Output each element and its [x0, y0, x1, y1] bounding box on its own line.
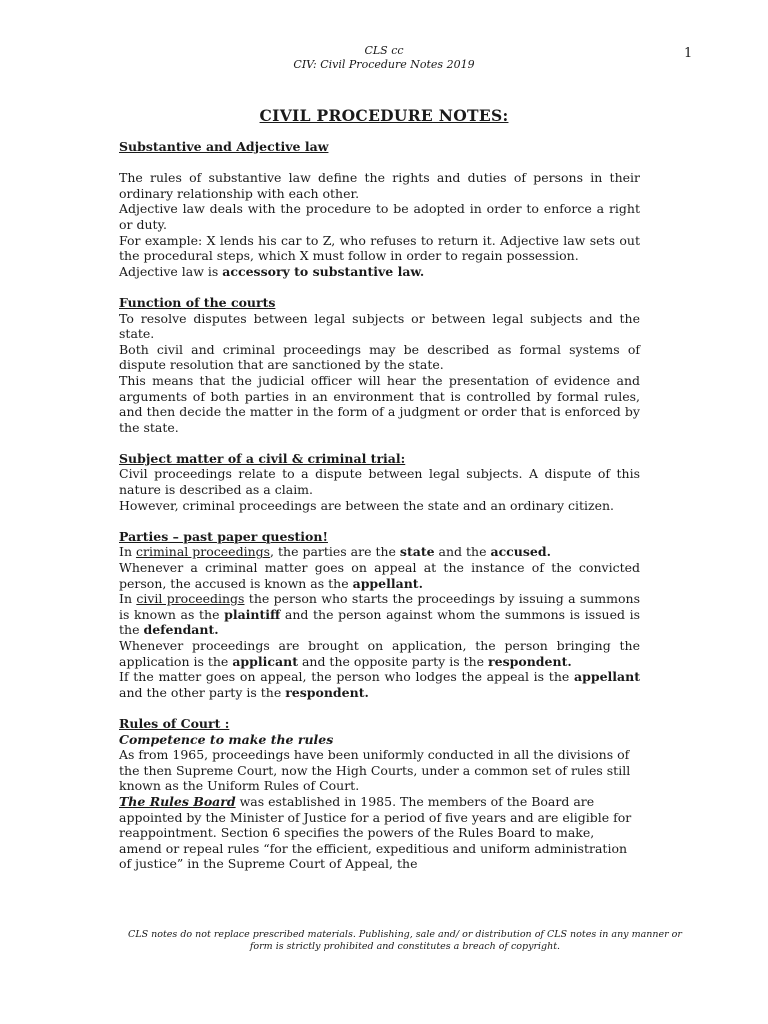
footer-line: form is strictly prohibited and constitutes a breach of copyright. [249, 941, 561, 952]
copyright-footer [110, 929, 700, 953]
section-heading-subject-matter: Subject matter of a civil & criminal trial: [119, 450, 406, 466]
paragraph [119, 669, 640, 700]
bold-term: appellant [574, 669, 640, 685]
subsection-heading: Competence to make the rules [119, 731, 334, 747]
bold-italic-term: The Rules Board [119, 793, 236, 809]
text-run: , the parties are the [270, 544, 400, 560]
running-header [0, 44, 768, 72]
section-heading-rules-of-court: Rules of Court : [119, 715, 230, 731]
bold-term: respondent. [488, 653, 572, 669]
section-heading-substantive-adjective: Substantive and Adjective law [119, 139, 329, 154]
paragraph [119, 560, 640, 591]
paragraph [119, 638, 640, 669]
text-run: In [119, 544, 136, 560]
section-heading-parties: Parties – past paper question! [119, 528, 328, 544]
text-run: and the opposite party is the [297, 653, 489, 669]
paragraph [119, 264, 640, 280]
page-number: 1 [684, 46, 693, 61]
page-title: CIVIL PROCEDURE NOTES: [259, 106, 509, 125]
paragraph: However, criminal proceedings are between the state and an ordinary citizen. [119, 497, 615, 513]
document-body [119, 139, 640, 872]
paragraph [119, 544, 640, 560]
text-run: If the matter goes on appeal, the person who lodges the appeal is the [119, 669, 574, 685]
underlined-term: civil proceedings [136, 591, 245, 607]
text-run: In [119, 591, 137, 607]
paragraph: This means that the judicial officer will hear the presentation of evidence and arguments of both parties in an environment that is controlled by formal rules, and then decide the matter in the form of a judgment or order that is enforced by the state. [119, 372, 640, 435]
header-company: CLS cc [364, 44, 404, 57]
text-run: and the [434, 544, 491, 560]
footer-line: CLS notes do not replace prescribed materials. Publishing, sale and/ or distribution of CLS notes in any manner or [128, 929, 682, 940]
text-run: the person who starts the proceedings by issuing a summons is known as the [119, 591, 641, 622]
bold-term: applicant [232, 653, 298, 669]
paragraph: To resolve disputes between legal subjects or between legal subjects and the state. [119, 310, 640, 342]
paragraph: Both civil and criminal proceedings may be described as formal systems of dispute resolution that are sanctioned by the state. [119, 341, 640, 373]
bold-term: accessory to substantive law. [222, 263, 425, 279]
paragraph: Civil proceedings relate to a dispute between legal subjects. A dispute of this nature is described as a claim. [119, 466, 640, 498]
bold-term: defendant. [143, 622, 219, 638]
paragraph [119, 794, 640, 872]
bold-term: appellant. [352, 575, 423, 591]
paragraph: Adjective law deals with the procedure to be adopted in order to enforce a right or duty. [119, 201, 640, 232]
text-run: Whenever proceedings are brought on application, the person bringing the application is the [119, 638, 640, 669]
underlined-term: criminal proceedings [135, 544, 271, 560]
text-run: was established in 1985. The members of the Board are appointed by the Minister of Justice for a period of five years and are eligible for reappointment. Section 6 specifies the powers of the Rules Board to make, amend or repeal rules “for the efficient, expeditious and uniform administration of justice” in the Supreme Court of Appeal, the [119, 793, 632, 872]
paragraph: For example: X lends his car to Z, who refuses to return it. Adjective law sets out the procedural steps, which X must follow in order to regain possession. [119, 232, 640, 264]
text-run: Whenever a criminal matter goes on appeal at the instance of the convicted person, the accused is known as the [119, 560, 640, 591]
bold-term: state [399, 544, 435, 560]
text-run: and the person against whom the summons is issued is the [119, 606, 640, 638]
paragraph: As from 1965, proceedings have been uniformly conducted in all the divisions of the then Supreme Court, now the High Courts, under a common set of rules still known as the Uniform Rules of Court. [119, 747, 631, 794]
bold-term: accused. [490, 544, 551, 560]
bold-term: respondent. [285, 684, 369, 700]
text-run: Adjective law is [119, 263, 223, 279]
header-course: CIV: Civil Procedure Notes 2019 [293, 58, 475, 71]
section-heading-function-of-courts: Function of the courts [119, 294, 276, 310]
paragraph [119, 591, 640, 638]
paragraph: The rules of substantive law define the rights and duties of persons in their ordinary relationship with each other. [119, 170, 640, 201]
text-run: and the other party is the [119, 684, 286, 700]
bold-term: plaintiff [224, 606, 281, 622]
